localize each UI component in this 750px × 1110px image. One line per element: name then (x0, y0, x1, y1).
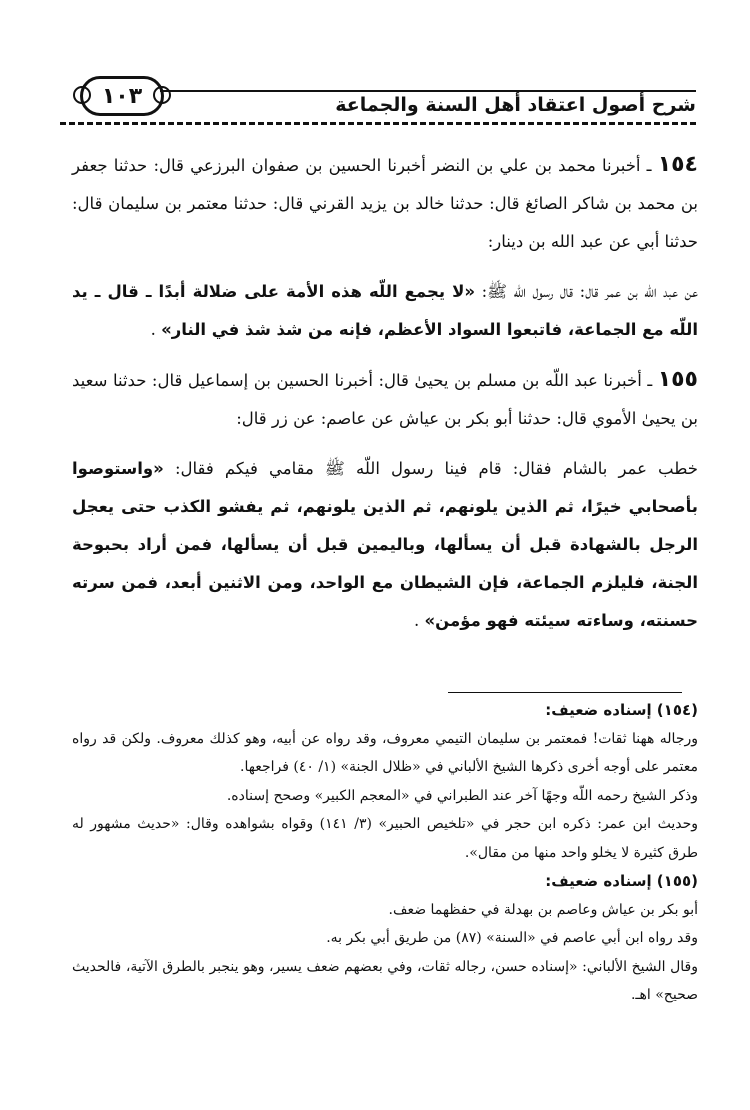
hadith-end: . (150, 320, 162, 339)
footnote-heading-155: (١٥٥) إسناده ضعيف: (545, 872, 698, 890)
hadith-number: ١٥٤ (657, 152, 698, 177)
hadith-number: ١٥٥ (657, 367, 698, 392)
isnad-text: ـ أخبرنا عبد اللّه بن مسلم بن يحيىٰ قال: أخبرنا الحسين بن إسماعيل قال: حدثنا سعيد بن يحيىٰ الأموي قال: حدثنا أبو بكر بن عياش عن عاصم: عن زر قال: (72, 371, 698, 428)
hadith-155-chain (72, 361, 698, 438)
hadith-text: «لا يجمع اللّه هذه الأمة على ضلالة أبدًا ـ قال ـ يد اللّه مع الجماعة، فاتبعوا السواد الأعظم، فإنه من شذ شذ في النار» (72, 282, 698, 339)
header-rule (160, 90, 696, 92)
page-header (60, 70, 696, 128)
page-number: ١٠٣ (80, 76, 164, 116)
footnote-line: وقد رواه ابن أبي عاصم في «السنة» (٨٧) من طريق أبي بكر به. (326, 930, 698, 946)
hadith-154-body (72, 273, 698, 349)
hadith-154-chain (72, 146, 698, 261)
hadith-intro: خطب عمر بالشام فقال: قام فينا رسول اللّه ﷺ مقامي فيكم فقال: (163, 459, 698, 478)
hadith-text: «واستوصوا بأصحابي خيرًا، ثم الذين يلونهم، ثم الذين يلونهم، ثم يفشو الكذب حتى يعجل الرجل بالشهادة قبل أن يسألها، وباليمين قبل أن يسألها، فمن أراد بحبوحة الجنة، فليلزم الجماعة، فإن الشيطان مع الواحد، ومن الاثنين أبعد، فمن سرته حسنته، وساءته سيئته فهو مؤمن» (72, 459, 698, 630)
hadith-155-body (72, 450, 698, 640)
hadith-intro: عن عبد الله بن عمر قال: قال رسول الله ﷺ: (475, 282, 698, 301)
footnote-line: وقال الشيخ الألباني: «إسناده حسن، رجاله ثقات، وفي بعضهم ضعف يسير، وهو ينجبر بالطرق الآتية، فالحديث صحيح» اهـ. (72, 958, 698, 1003)
footnote-heading-154: (١٥٤) إسناده ضعيف: (545, 701, 698, 719)
footnote-line: ورجاله ههنا ثقات! فمعتمر بن سليمان التيمي معروف، وقد رواه عن أبيه، وهو كذلك معروف. ولكن قد رواه معتمر على أوجه أخرى ذكرها الشيخ الألباني في «ظلال الجنة» (١/ ٤٠) فراجعها. (72, 730, 698, 775)
hadith-end: . (414, 611, 425, 630)
footnote-separator (448, 692, 682, 693)
footnote-line: وحديث ابن عمر: ذكره ابن حجر في «تلخيص الحبير» (٣/ ١٤١) وقواه بشواهده وقال: «حديث مشهور له طرق كثيرة لا يخلو واحد منها من مقال». (72, 816, 699, 861)
isnad-text: ـ أخبرنا محمد بن علي بن النضر أخبرنا الحسين بن صفوان البرزعي قال: حدثنا جعفر بن محمد بن شاكر الصائغ قال: حدثنا خالد بن يزيد القرني قال: حدثنا معتمر بن سليمان قال: حدثنا أبي عن عبد الله بن دينار: (72, 156, 698, 251)
footnotes (72, 696, 698, 1010)
main-text (72, 146, 698, 652)
footnote-line: وذكر الشيخ رحمه اللّه وجهًا آخر عند الطبراني في «المعجم الكبير» وصحح إسناده. (226, 787, 698, 804)
running-title: شرح أصول اعتقاد أهل السنة والجماعة (335, 94, 696, 116)
header-dashed-divider (60, 122, 696, 125)
footnote-line: أبو بكر بن عياش وعاصم بن بهدلة في حفظهما ضعف. (388, 901, 698, 918)
